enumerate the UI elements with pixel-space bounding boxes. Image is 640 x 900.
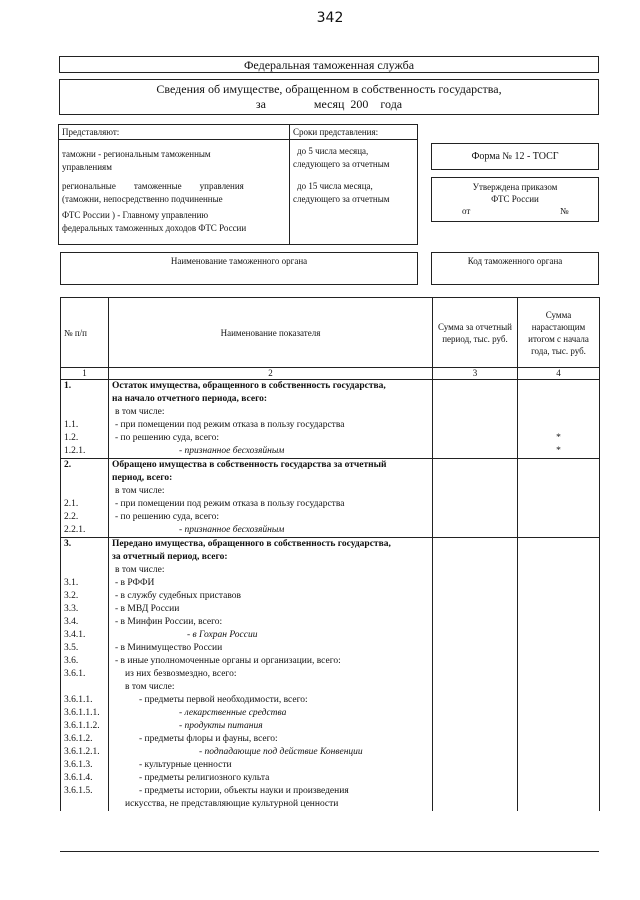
row-number: 3.6.1.2.	[61, 733, 109, 746]
row-sum-cumulative	[518, 733, 600, 746]
row-sum-cumulative	[518, 406, 600, 419]
column-number-row	[61, 368, 600, 380]
row-sum-period	[433, 785, 518, 798]
row-number: 2.	[61, 459, 109, 473]
table-row	[61, 603, 600, 616]
row-indicator-name: Остаток имущества, обращенного в собственность государства,	[109, 380, 433, 394]
row-sum-period	[433, 472, 518, 485]
deadline-line2: следующего за отчетным	[293, 159, 390, 169]
row-number: 2.1.	[61, 498, 109, 511]
approval-line1: Утверждена приказом	[472, 182, 558, 192]
customs-name-box	[60, 252, 418, 285]
row-sum-cumulative	[518, 538, 600, 552]
table-row	[61, 694, 600, 707]
row-sum-period	[433, 694, 518, 707]
row-indicator-name: Обращено имущества в собственность государства за отчетный	[109, 459, 433, 473]
row-indicator-name: искусства, не представляющие культурной ценности	[109, 798, 433, 811]
row-sum-period	[433, 616, 518, 629]
row-indicator-name: в том числе:	[109, 564, 433, 577]
row-sum-cumulative	[518, 772, 600, 785]
row-indicator-name: - предметы истории, объекты науки и произведения	[109, 785, 433, 798]
row-indicator-name: за отчетный период, всего:	[109, 551, 433, 564]
approval-box	[431, 177, 599, 222]
header-name: Наименование показателя	[109, 298, 433, 368]
table-row	[61, 577, 600, 590]
row-indicator-name: на начало отчетного периода, всего:	[109, 393, 433, 406]
row-sum-period	[433, 511, 518, 524]
row-number: 3.4.	[61, 616, 109, 629]
row-sum-cumulative	[518, 472, 600, 485]
row-number	[61, 472, 109, 485]
table-row	[61, 564, 600, 577]
row-sum-cumulative	[518, 459, 600, 473]
row-number	[61, 798, 109, 811]
row-sum-cumulative	[518, 655, 600, 668]
deadline-line4: следующего за отчетным	[293, 194, 390, 204]
row-sum-cumulative	[518, 629, 600, 642]
row-number: 3.1.	[61, 577, 109, 590]
table-header-row	[61, 298, 600, 368]
submitter-line2: управлениям	[62, 162, 112, 172]
row-number: 3.6.1.2.1.	[61, 746, 109, 759]
row-indicator-name: - по решению суда, всего:	[109, 511, 433, 524]
row-indicator-name: - в иные уполномоченные органы и организации, всего:	[109, 655, 433, 668]
table-row	[61, 707, 600, 720]
row-sum-cumulative	[518, 694, 600, 707]
row-sum-period	[433, 720, 518, 733]
table-row	[61, 629, 600, 642]
col-number-4: 4	[518, 368, 600, 380]
row-sum-cumulative	[518, 720, 600, 733]
header-sum-cumulative: Сумма нарастающим итогом с начала года, тыс. руб.	[518, 298, 600, 368]
row-sum-period	[433, 538, 518, 552]
table-row	[61, 380, 600, 394]
row-number: 3.6.1.3.	[61, 759, 109, 772]
row-sum-cumulative	[518, 498, 600, 511]
row-sum-period	[433, 459, 518, 473]
row-sum-cumulative	[518, 616, 600, 629]
row-sum-cumulative	[518, 785, 600, 798]
row-sum-cumulative	[518, 419, 600, 432]
row-sum-cumulative	[518, 511, 600, 524]
row-indicator-name: - в Гохран России	[109, 629, 433, 642]
table-row	[61, 485, 600, 498]
row-sum-cumulative	[518, 590, 600, 603]
row-sum-period	[433, 590, 518, 603]
row-number: 1.	[61, 380, 109, 394]
row-sum-period	[433, 733, 518, 746]
row-sum-period	[433, 393, 518, 406]
row-number: 3.6.1.	[61, 668, 109, 681]
row-indicator-name: - продукты питания	[109, 720, 433, 733]
row-sum-cumulative	[518, 551, 600, 564]
header-num: № п/п	[61, 298, 109, 368]
row-number: 1.1.	[61, 419, 109, 432]
row-sum-period	[433, 577, 518, 590]
row-sum-cumulative	[518, 668, 600, 681]
row-sum-period	[433, 432, 518, 445]
row-sum-period	[433, 498, 518, 511]
table-row	[61, 590, 600, 603]
row-indicator-name: - лекарственные средства	[109, 707, 433, 720]
table-row	[61, 616, 600, 629]
row-number: 3.6.1.1.1.	[61, 707, 109, 720]
row-sum-cumulative: *	[518, 445, 600, 459]
form-number: Форма № 12 - ТОСГ	[471, 151, 559, 162]
table-row	[61, 524, 600, 538]
row-sum-period	[433, 642, 518, 655]
submitter-line6: федеральных таможенных доходов ФТС России	[62, 223, 247, 233]
table-bottom-border	[60, 851, 599, 852]
col-number-1: 1	[61, 368, 109, 380]
row-sum-period	[433, 524, 518, 538]
table-row	[61, 720, 600, 733]
row-indicator-name: в том числе:	[109, 681, 433, 694]
row-number: 2.2.	[61, 511, 109, 524]
page-number: 342	[316, 10, 344, 26]
row-sum-cumulative	[518, 642, 600, 655]
row-sum-period	[433, 380, 518, 394]
table-row	[61, 785, 600, 798]
row-number: 3.6.	[61, 655, 109, 668]
row-number: 3.6.1.5.	[61, 785, 109, 798]
row-number	[61, 551, 109, 564]
row-indicator-name: - в службу судебных приставов	[109, 590, 433, 603]
row-sum-cumulative: *	[518, 432, 600, 445]
table-row	[61, 472, 600, 485]
table-row	[61, 406, 600, 419]
row-sum-cumulative	[518, 380, 600, 394]
row-indicator-name: - предметы первой необходимости, всего:	[109, 694, 433, 707]
report-title-box	[59, 79, 599, 115]
row-indicator-name: - в Минфин России, всего:	[109, 616, 433, 629]
row-sum-cumulative	[518, 603, 600, 616]
approval-line2: ФТС России	[491, 194, 539, 204]
row-indicator-name: - предметы религиозного культа	[109, 772, 433, 785]
row-indicator-name: - при помещении под режим отказа в пользу государства	[109, 498, 433, 511]
table-row	[61, 668, 600, 681]
submitter-line3: региональные таможенные управления	[62, 181, 244, 191]
row-indicator-name: - в РФФИ	[109, 577, 433, 590]
row-sum-period	[433, 603, 518, 616]
report-title-line2: за месяц 200 года	[255, 97, 403, 111]
table-row	[61, 759, 600, 772]
approval-date-label: от	[462, 206, 471, 216]
row-sum-period	[433, 681, 518, 694]
table-row	[61, 733, 600, 746]
report-title-line1: Сведения об имуществе, обращенном в собственность государства,	[156, 82, 502, 96]
row-sum-period	[433, 551, 518, 564]
row-number: 1.2.1.	[61, 445, 109, 459]
row-indicator-name: - при помещении под режим отказа в пользу государства	[109, 419, 433, 432]
row-number	[61, 406, 109, 419]
row-indicator-name: - признанное бесхозяйным	[109, 445, 433, 459]
row-number: 3.4.1.	[61, 629, 109, 642]
row-sum-period	[433, 629, 518, 642]
header-sum-period: Сумма за отчетный период, тыс. руб.	[433, 298, 518, 368]
row-number: 3.6.1.1.2.	[61, 720, 109, 733]
row-number: 2.2.1.	[61, 524, 109, 538]
row-indicator-name: - предметы флоры и фауны, всего:	[109, 733, 433, 746]
table-row	[61, 551, 600, 564]
row-number: 3.3.	[61, 603, 109, 616]
row-sum-cumulative	[518, 577, 600, 590]
row-sum-cumulative	[518, 681, 600, 694]
row-sum-period	[433, 798, 518, 811]
row-sum-period	[433, 485, 518, 498]
row-sum-period	[433, 746, 518, 759]
row-number	[61, 564, 109, 577]
row-sum-cumulative	[518, 485, 600, 498]
table-row	[61, 498, 600, 511]
row-number: 3.	[61, 538, 109, 552]
row-sum-cumulative	[518, 759, 600, 772]
row-sum-cumulative	[518, 746, 600, 759]
row-sum-period	[433, 759, 518, 772]
submitter-line4: (таможни, непосредственно подчиненные	[62, 194, 223, 204]
row-sum-period	[433, 445, 518, 459]
table-row	[61, 419, 600, 432]
row-sum-period	[433, 419, 518, 432]
submitter-line1: таможни - региональным таможенным	[62, 149, 211, 159]
row-sum-cumulative	[518, 564, 600, 577]
row-indicator-name: Передано имущества, обращенного в собственность государства,	[109, 538, 433, 552]
row-number	[61, 393, 109, 406]
submitters-block	[58, 124, 418, 245]
row-indicator-name: - культурные ценности	[109, 759, 433, 772]
table-row	[61, 445, 600, 459]
row-indicator-name: период, всего:	[109, 472, 433, 485]
deadlines-label: Сроки представления:	[293, 127, 379, 137]
table-row	[61, 798, 600, 811]
row-indicator-name: - признанное бесхозяйным	[109, 524, 433, 538]
row-indicator-name: - подпадающие под действие Конвенции	[109, 746, 433, 759]
row-sum-cumulative	[518, 798, 600, 811]
table-row	[61, 655, 600, 668]
row-number: 3.6.1.4.	[61, 772, 109, 785]
approval-number-label: №	[560, 206, 569, 216]
row-number: 1.2.	[61, 432, 109, 445]
report-table	[60, 297, 600, 811]
row-sum-period	[433, 707, 518, 720]
table-row	[61, 459, 600, 473]
table-row	[61, 511, 600, 524]
row-sum-period	[433, 406, 518, 419]
col-number-2: 2	[109, 368, 433, 380]
deadline-line3: до 15 числа месяца,	[297, 181, 373, 191]
deadline-line1: до 5 числа месяца,	[297, 146, 369, 156]
row-sum-period	[433, 564, 518, 577]
row-number: 3.5.	[61, 642, 109, 655]
row-indicator-name: из них безвозмездно, всего:	[109, 668, 433, 681]
submitter-line5: ФТС России ) - Главному управлению	[62, 210, 209, 220]
row-indicator-name: - в Минимущество России	[109, 642, 433, 655]
table-row	[61, 393, 600, 406]
row-number	[61, 681, 109, 694]
customs-code-box	[431, 252, 599, 285]
submitters-label: Представляют:	[62, 127, 120, 137]
row-sum-cumulative	[518, 707, 600, 720]
customs-code-label: Код таможенного органа	[467, 256, 563, 266]
row-number	[61, 485, 109, 498]
table-row	[61, 772, 600, 785]
row-number: 3.2.	[61, 590, 109, 603]
row-number: 3.6.1.1.	[61, 694, 109, 707]
customs-name-label: Наименование таможенного органа	[170, 256, 308, 266]
table-row	[61, 681, 600, 694]
col-number-3: 3	[433, 368, 518, 380]
row-indicator-name: в том числе:	[109, 406, 433, 419]
row-sum-period	[433, 655, 518, 668]
table-row	[61, 432, 600, 445]
table-row	[61, 538, 600, 552]
row-indicator-name: - по решению суда, всего:	[109, 432, 433, 445]
agency-title: Федеральная таможенная служба	[59, 56, 599, 73]
row-sum-period	[433, 668, 518, 681]
row-sum-cumulative	[518, 393, 600, 406]
row-indicator-name: в том числе:	[109, 485, 433, 498]
table-row	[61, 746, 600, 759]
row-sum-period	[433, 772, 518, 785]
table-row	[61, 642, 600, 655]
row-sum-cumulative	[518, 524, 600, 538]
row-indicator-name: - в МВД России	[109, 603, 433, 616]
form-number-box	[431, 143, 599, 170]
